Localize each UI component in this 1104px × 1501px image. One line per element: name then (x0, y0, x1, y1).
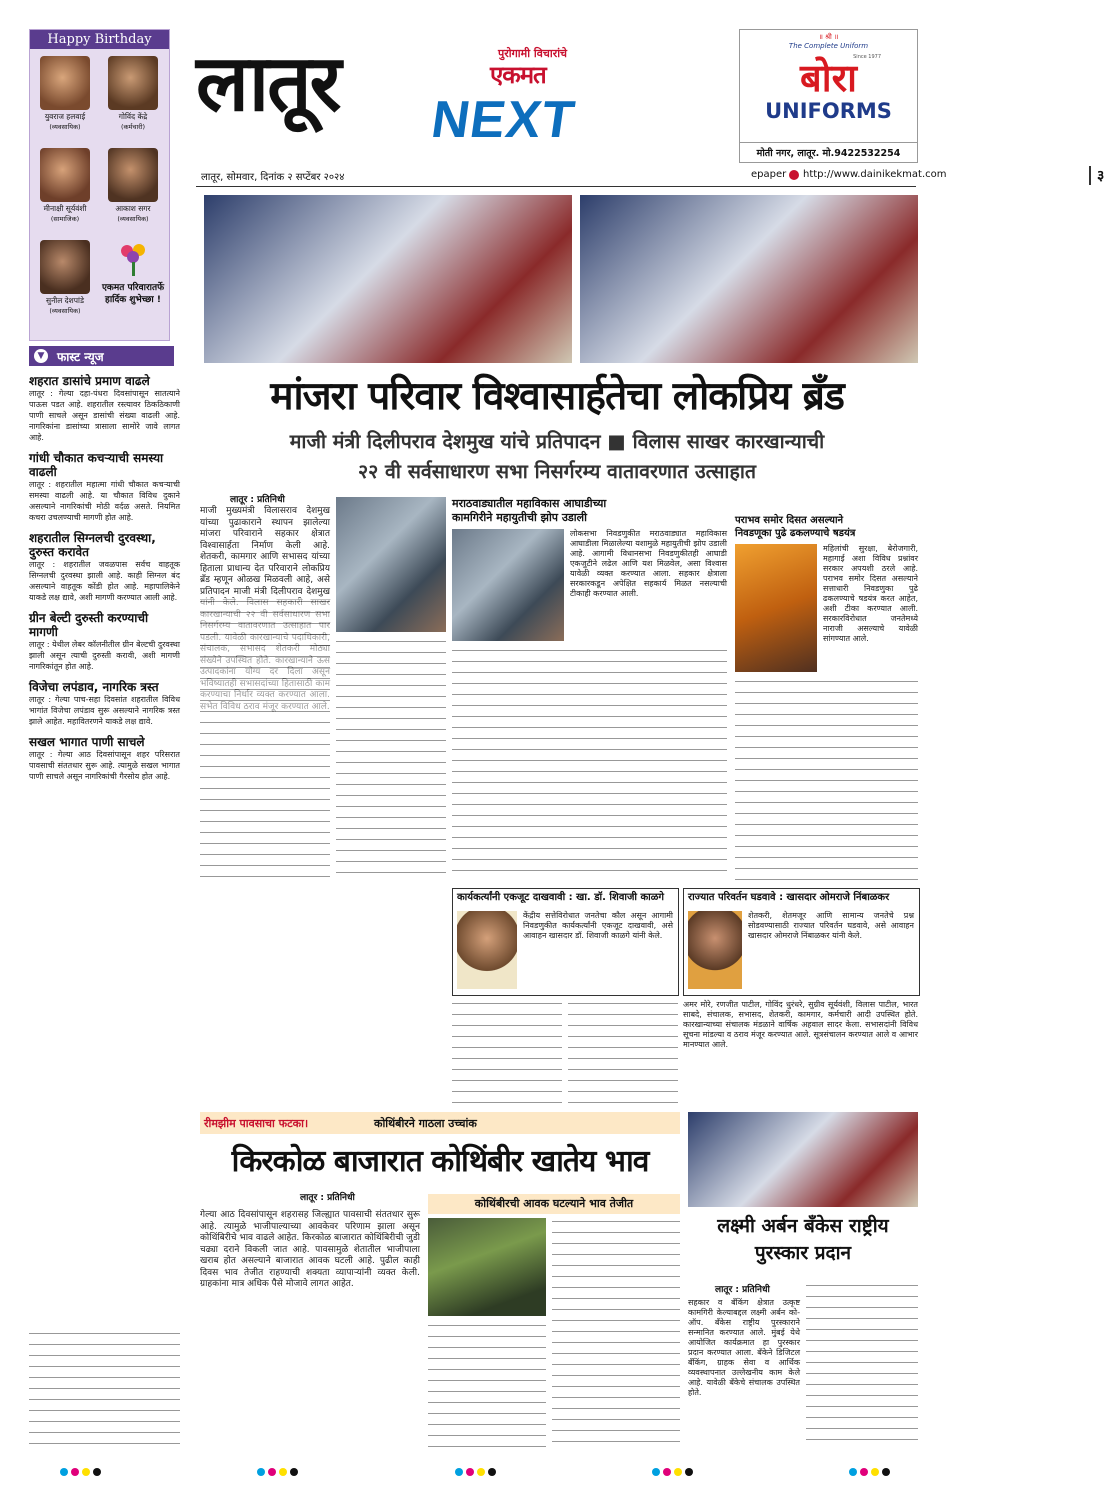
bank-cont (806, 1282, 918, 1450)
defeat-head-2: निवडणूका पुढे ढकलण्याचे षडयंत्र (735, 528, 856, 539)
globe-icon (789, 170, 799, 180)
dateline: लातूर, सोमवार, दिनांक २ सप्टेंबर २०२४ (201, 172, 345, 183)
lower-col-1 (452, 1000, 562, 1106)
mp-omraje-box (683, 888, 920, 996)
news-item-body: लातूर : गेल्या दहा-पंधरा दिवसांपासून सातत्याने पाऊस पडत आहे. शहरातील रस्त्यावर ठिकठिकाणी पाणी साचले असून डासांची संख्या वाढली आहे. नागरिकांना डासांच्या त्रासाला सामोरे जावे लागत आहे. (29, 389, 180, 442)
lead-photo-left (204, 195, 572, 363)
ad-since: Since 1977 (853, 54, 881, 60)
news-item-body: लातूर : शहरातील महात्मा गांधी चौकात कचऱ्याची समस्या वाढली आहे. या चौकात विविध दुकाने असल्याने नागरिकांची मोठी वर्दळ असते. नियमित कचरा उचलण्याची मागणी होत आहे. (29, 480, 180, 522)
bank-byline: लातूर : प्रतिनिधी (715, 1285, 770, 1295)
avatar (108, 148, 158, 202)
lower-cont: अमर मोरे, रणजीत पाटील, गोविंद धुरंधरे, सुग्रीव सूर्यवंशी, विलास पाटील, भारत साबदे, संचालक, सभासद, शेतकरी, कामगार, कर्मचारी आदी उपस्थित होते. कारखान्याच्या संचालक मंडळाने वार्षिक अहवाल सादर केला. सभासदांनी विविध सूचना मांडल्या व ठराव मंजूर करण्यात आले. सूत्रसंचालन करण्यात आले व आभार मानण्यात आले. (683, 1000, 918, 1049)
lead-headline: मांजरा परिवार विश्वासार्हतेचा लोकप्रिय ब्रँड (270, 374, 844, 419)
ad-name: बोरा (800, 56, 857, 100)
birthday-title: Happy Birthday (30, 30, 169, 49)
lead-body: माजी मुख्यमंत्री विलासराव देशमुख यांच्या पुढाकाराने स्थापन झालेल्या मांजरा परिवाराने सहकार क्षेत्रात विश्वासार्हता निर्माण केली आहे. शेतकरी, कामगार आणि सभासद यांच्या हिताला प्राधान्य देत परिवाराने लोकप्रिय ब्रँड म्हणून ओळख मिळवली आहे, असे प्रतिपादन माजी मंत्री दिलीपराव देशमुख (200, 506, 330, 597)
person-role: (व्यवसायिक) (49, 307, 81, 315)
omraje-head: राज्यात परिवर्तन घडवावे : खासदार ओमराजे निंबाळकर (688, 892, 890, 903)
kothimbir-headline: किरकोळ बाजारात कोथिंबीर खातेय भाव (231, 1144, 649, 1179)
news-strip (200, 1112, 680, 1134)
fast-news-header (29, 346, 174, 366)
defeat-photo (735, 544, 817, 672)
news-item (29, 735, 180, 782)
news-item-head: ग्रीन बेल्टी दुरुस्ती करण्याची मागणी (29, 611, 149, 639)
news-item-head: शहरातील सिग्नलची दुरवस्था, दुरुस्त करावेत (29, 531, 156, 559)
news-item-head: गांधी चौकात कचऱ्याची समस्या वाढली (29, 451, 164, 479)
news-item (29, 374, 180, 443)
omraje-body: शेतकरी, शेतमजूर आणि सामान्य जनतेचे प्रश्न सोडवण्यासाठी राज्यात परिवर्तन घडवावे, असे आवाहन खासदार ओमराजे निंबाळकर यांनी केले. (748, 911, 914, 940)
birthday-wish: एकमत परिवारातर्फे हार्दिक शुभेच्छा ! (101, 283, 165, 305)
website-link[interactable]: http://www.dainikekmat.com (803, 169, 947, 180)
ad-address: मोती नगर, लातूर. मो.9422532254 (740, 142, 917, 159)
ad-top: ॥ श्री ॥ (818, 33, 839, 41)
bora-uniforms-ad[interactable] (739, 29, 918, 163)
news-item-body: लातूर : शहरातील जवळपास सर्वच वाहतूक सिग्नलची दुरवस्था झाली आहे. काही सिग्नल बंद असल्याने वाहतूक कोंडी होत आहे. महापालिकेने याकडे लक्ष द्यावे, अशी मागणी करण्यात आली आहे. (29, 560, 180, 602)
person-role: (व्यवसायिक) (49, 123, 81, 131)
fast-news-icon: ▼ (34, 349, 48, 363)
registration-marks (60, 1466, 890, 1478)
speaker-photo (336, 497, 446, 632)
news-item-head: सखल भागात पाणी साचले (29, 735, 145, 749)
bank-headline: लक्ष्मी अर्बन बँकेस राष्ट्रीय पुरस्कार प्रदान (717, 1215, 889, 1264)
kothimbir-cont-1 (552, 1218, 680, 1450)
birthday-box (29, 29, 170, 341)
news-item-head: विजेचा लपंडाव, नागरिक त्रस्त (29, 680, 159, 694)
lead-photo-right (580, 195, 918, 363)
ad-sub: UNIFORMS (765, 99, 892, 123)
news-item (29, 611, 180, 672)
bank-body: सहकार व बँकिंग क्षेत्रात उत्कृष्ट कामगिरी केल्याबद्दल लक्ष्मी अर्बन को-ऑप. बँकेस राष्ट्रीय पुरस्काराने सन्मानित करण्यात आले. मुंबई येथे आयोजित कार्यक्रमात हा पुरस्कार प्रदान करण्यात आला. बँकेने डिजिटल बँकिंग, ग्राहक सेवा व आर्थिक व्यवस्थापनात उल्लेखनीय काम केले आहे. यावेळी बँकेचे संचालक उपस्थित होते. (688, 1298, 800, 1397)
epaper-label: epaper (751, 169, 787, 180)
mva-box (452, 497, 727, 882)
lead-body-cont-2 (336, 638, 446, 882)
mp-kalge-box (452, 888, 679, 996)
avatar (40, 240, 90, 294)
mva-body-cont (452, 647, 727, 875)
news-item-body: लातूर : येथील लेबर कॉलनीतील ग्रीन बेल्टची दुरवस्था झाली असून त्याची दुरुस्ती करावी, अशी मागणी नागरिकांतून होत आहे. (29, 640, 180, 671)
kothimbir-byline: लातूर : प्रतिनिधी (300, 1193, 355, 1203)
mva-head-1: मराठवाड्यातील महाविकास आघाडीच्या (452, 497, 607, 510)
strip-label: रीमझीम पावसाचा फटका। (204, 1117, 309, 1130)
lead-subhead-2: २२ वी सर्वसाधारण सभा निसर्गरम्य वातावरणात उत्साहात (357, 460, 757, 483)
news-item (29, 680, 180, 727)
flower-bouquet-icon (118, 242, 150, 278)
news-item (29, 451, 180, 523)
kothimbir-photo (428, 1218, 546, 1316)
person-role: (कर्मचारी) (120, 123, 146, 131)
kothimbir-body: गेल्या आठ दिवसांपासून शहरासह जिल्ह्यात पावसाची संततधार सुरू आहे. त्यामुळे भाजीपाल्याच्या आवकेवर परिणाम झाला असून कोथिंबिरीचे भाव वाढले आहेत. किरकोळ बाजारात कोथिंबिरीची जुडी चढ्या दराने विकली जात आहे. पावसामुळे शेतातील भाजीपाला खराब होत असल्याने बाजारात आवक घटली आहे. पुढील काही दिवस भाव तेजीत राहण्याची शक्यता व्यापाऱ्यांनी व्यक्त केली. ग्राहकांना मात्र अधिक पैसे मोजावे लागत आहेत. (200, 1210, 420, 1289)
kalge-body: केंद्रीय सत्तेविरोधात जनतेचा कौल असून आगामी निवडणुकीत कार्यकर्त्यांनी एकजूट दाखवावी, असे आवाहन खासदार डॉ. शिवाजी काळगे यांनी केले. (523, 911, 673, 940)
mva-head-2: कामगिरीने महायुतीची झोप उडाली (452, 511, 587, 524)
fast-news-filler (29, 1330, 180, 1450)
dateline-bar (196, 166, 1104, 187)
page-number: ३ (1089, 166, 1104, 185)
lead-subhead-1: माजी मंत्री दिलीपराव देशमुख यांचे प्रतिपादन ■ विलास साखर कारखान्याची (289, 430, 825, 453)
avatar (40, 56, 90, 110)
avatar (40, 148, 90, 202)
mva-photo (452, 529, 564, 641)
defeat-head-1: पराभव समोर दिसत असल्याने (735, 515, 844, 526)
person-name: सुनील देशपांडे (46, 296, 84, 305)
kothimbir-caption: कोथिंबीरची आवक घटल्याने भाव तेजीत (428, 1194, 680, 1214)
masthead-brand-logo: एकमत (490, 61, 546, 89)
defeat-box (735, 514, 918, 882)
lower-col-2 (568, 1000, 678, 1106)
masthead-next: NEXT (427, 91, 579, 149)
ad-tag: The Complete Uniform (788, 42, 869, 50)
person-name: आकाश सगर (115, 204, 151, 213)
kalge-photo (457, 911, 517, 989)
masthead-title: लातूर (196, 39, 340, 129)
defeat-body-cont (735, 678, 918, 882)
mva-body: लोकसभा निवडणुकीत मराठवाड्यात महाविकास आघाडीला मिळालेल्या यशामुळे महायुतीची झोप उडाली आहे. आगामी विधानसभा निवडणुकीतही आघाडी एकजुटीने लढेल आणि यश मिळवेल, असा विश्वास यावेळी व्यक्त करण्यात आला. सहकार क्षेत्राला सरकारकडून अपेक्षित सहकार्य मिळत नसल्याची टीकाही करण्यात आली. (570, 529, 727, 598)
lead-body-cont-1 (200, 598, 330, 882)
masthead-tagline: पुरोगामी विचारांचे (498, 47, 568, 60)
strip-text: कोथिंबीरने गाठला उच्चांक (374, 1117, 477, 1130)
kalge-head: कार्यकर्त्यांनी एकजूट दाखवावी : खा. डॉ. शिवाजी काळगे (457, 892, 664, 903)
avatar (108, 56, 158, 110)
person-name: गोविंद केंद्रे (118, 112, 148, 121)
person-name: मीनाक्षी सूर्यवंशी (43, 204, 87, 213)
omraje-photo (688, 911, 742, 989)
news-item-head: शहरात डासांचे प्रमाण वाढले (29, 374, 150, 388)
fast-news-title: फास्ट न्यूज (57, 350, 104, 364)
person-role: (सामाजिक) (50, 215, 80, 223)
person-name: युवराज हलवाई (44, 112, 86, 121)
news-item-body: लातूर : गेल्या आठ दिवसांपासून शहर परिसरात पावसाची संततधार सुरू आहे. त्यामुळे सखल भागात पाणी साचले असून नागरिकांची गैरसोय होत आहे. (29, 750, 180, 781)
kothimbir-cont-2 (428, 1322, 546, 1450)
lead-byline: लातूर : प्रतिनिधी (230, 495, 285, 505)
fast-news-list (29, 374, 180, 790)
news-item (29, 531, 180, 603)
person-role: (व्यवसायिक) (117, 215, 149, 223)
news-item-body: लातूर : गेल्या पाच-सहा दिवसांत शहरातील विविध भागांत विजेचा लपंडाव सुरू असल्याने नागरिक त्रस्त झाले आहेत. महावितरणने याकडे लक्ष द्यावे. (29, 695, 180, 726)
defeat-body: महिलांची सुरक्षा, बेरोजगारी, महागाई अशा विविध प्रश्नांवर सरकार अपयशी ठरले आहे. पराभव समोर दिसत असल्याने सत्ताधारी निवडणुका पुढे ढकलण्याचे षडयंत्र करत आहेत, अशी टीका करण्यात आली. सरकारविरोधात जनतेमध्ये नाराजी असल्याचे यावेळी सांगण्यात आले. (823, 544, 918, 643)
bank-award-photo (688, 1112, 918, 1207)
